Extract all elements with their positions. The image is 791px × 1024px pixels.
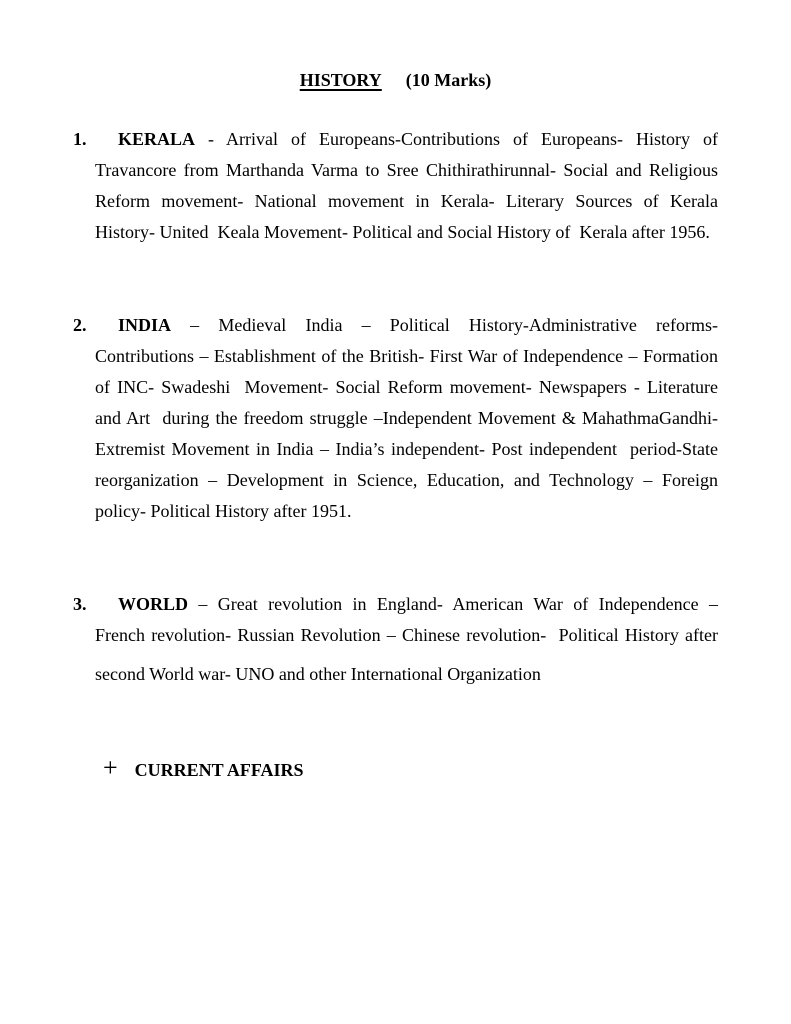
page-title — [73, 66, 718, 94]
item-term: INDIA — [118, 315, 172, 335]
current-affairs-label: CURRENT AFFAIRS — [134, 760, 304, 780]
text-line: Contributions – Establishment of the British- First War of Independence – Formation — [95, 346, 718, 366]
text-line: French revolution- Russian Revolution – Chinese revolution- Political History after — [95, 625, 718, 645]
text-line: Extremist Movement in India – India’s independent- Post independent period-State — [95, 439, 718, 459]
text-line: Travancore from Marthanda Varma to Sree Chithirathirunnal- Social and Religious — [95, 160, 718, 180]
text-line: reorganization – Development in Science, Education, and Technology – Foreign — [95, 470, 718, 490]
item-body — [95, 310, 718, 527]
item-term: KERALA — [118, 129, 196, 149]
current-affairs-note — [103, 752, 718, 783]
list-item — [73, 310, 718, 527]
syllabus-list — [73, 124, 718, 690]
item-lead-text: – Medieval India – Political History-Administrative reforms- — [171, 315, 718, 335]
text-line — [95, 124, 718, 155]
title-marks: (10 Marks) — [405, 70, 492, 90]
plus-icon: + — [103, 753, 118, 782]
item-term: WORLD — [118, 594, 189, 614]
text-line: and Art during the freedom struggle –Independent Movement & MahathmaGandhi- — [95, 408, 718, 428]
item-number: 3. — [73, 594, 87, 614]
text-line — [95, 589, 718, 620]
text-line: second World war- UNO and other International Organization — [95, 664, 541, 684]
text-line: History- United Keala Movement- Political and Social History of Kerala after 1956. — [95, 222, 710, 242]
item-number: 1. — [73, 129, 87, 149]
item-lead-text: – Great revolution in England- American War of Independence – — [188, 594, 718, 614]
text-line: Reform movement- National movement in Kerala- Literary Sources of Kerala — [95, 191, 718, 211]
item-body — [95, 589, 718, 690]
text-line: policy- Political History after 1951. — [95, 501, 352, 521]
item-number: 2. — [73, 315, 87, 335]
title-heading: HISTORY — [299, 70, 382, 90]
item-lead-text: - Arrival of Europeans-Contributions of Europeans- History of — [195, 129, 718, 149]
text-line — [95, 310, 718, 341]
list-item — [73, 124, 718, 248]
item-body — [95, 124, 718, 248]
text-line: of INC- Swadeshi Movement- Social Reform movement- Newspapers - Literature — [95, 377, 718, 397]
list-item — [73, 589, 718, 690]
